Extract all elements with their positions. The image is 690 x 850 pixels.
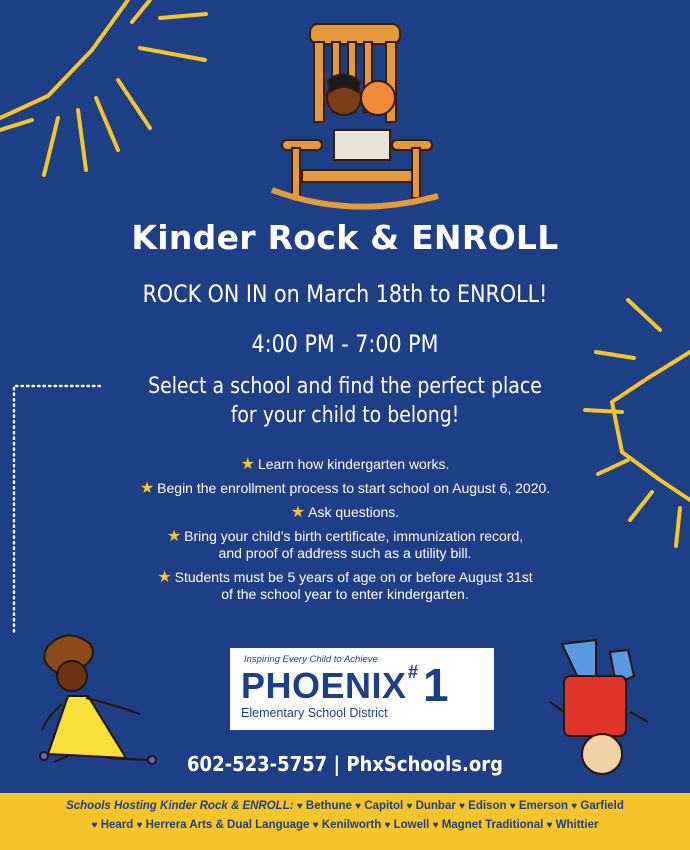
star-icon: ★ bbox=[240, 456, 255, 473]
heart-icon: ♥ bbox=[296, 801, 303, 812]
school-name: Garfield bbox=[580, 800, 624, 812]
event-title: Kinder Rock & ENROLL bbox=[131, 218, 559, 257]
schools-lead: Schools Hosting Kinder Rock & ENROLL: bbox=[66, 800, 294, 812]
school-name: Whittier bbox=[555, 819, 599, 831]
school-name: Emerson bbox=[518, 800, 569, 812]
select-school-message bbox=[48, 372, 641, 430]
star-icon: ★ bbox=[139, 480, 155, 497]
schools-row-1 bbox=[0, 797, 690, 816]
logo-district: Elementary School District bbox=[241, 706, 388, 720]
contact-info: 602-523-5757 | PhxSchools.org bbox=[187, 752, 503, 776]
heart-icon: ♥ bbox=[384, 820, 391, 831]
heart-icon: ♥ bbox=[355, 801, 362, 812]
heart-icon: ♥ bbox=[509, 801, 516, 812]
rocking-chair-illustration bbox=[262, 20, 442, 215]
benefits-list bbox=[40, 456, 650, 610]
schools-row-2 bbox=[0, 816, 690, 835]
heart-icon: ♥ bbox=[136, 820, 143, 831]
logo-number: 1 bbox=[423, 659, 449, 711]
school-name: Heard bbox=[100, 819, 134, 831]
heart-icon: ♥ bbox=[312, 820, 319, 831]
list-item: ★ Bring your child’s birth certificate, immunization record, and proof of address such as a utility bill. bbox=[166, 528, 524, 561]
heart-icon: ♥ bbox=[459, 801, 465, 812]
list-item: ★ Begin the enrollment process to start school on August 6, 2020. bbox=[139, 480, 551, 497]
logo-number-sign: # bbox=[408, 662, 419, 682]
school-name: Magnet Traditional bbox=[441, 819, 544, 831]
select-line-2: for your child to belong! bbox=[230, 403, 460, 428]
schools-banner bbox=[0, 793, 690, 850]
heart-icon: ♥ bbox=[432, 820, 439, 831]
list-item: ★ Learn how kindergarten works. bbox=[240, 456, 450, 473]
school-name: Capitol bbox=[364, 800, 404, 812]
star-icon: ★ bbox=[157, 569, 172, 586]
list-item: ★ Students must be 5 years of age on or before August 31st of the school year to enter kindergarten. bbox=[157, 569, 533, 602]
heart-icon: ♥ bbox=[571, 801, 578, 812]
heart-icon: ♥ bbox=[546, 820, 553, 831]
star-icon: ★ bbox=[290, 504, 306, 521]
event-time: 4:00 PM - 7:00 PM bbox=[251, 330, 439, 358]
school-name: Edison bbox=[468, 800, 507, 812]
school-name: Bethune bbox=[305, 800, 352, 812]
logo-name: PHOENIX bbox=[241, 665, 407, 706]
event-subtitle: ROCK ON IN on March 18th to ENROLL! bbox=[142, 280, 548, 308]
school-name: Lowell bbox=[393, 819, 430, 831]
list-item: ★ Ask questions. bbox=[290, 504, 400, 521]
district-logo bbox=[230, 648, 494, 730]
school-name: Kenilworth bbox=[321, 819, 382, 831]
logo-tagline: Inspiring Every Child to Achieve bbox=[244, 654, 378, 665]
heart-icon: ♥ bbox=[406, 801, 413, 812]
heart-icon: ♥ bbox=[91, 820, 98, 831]
select-line-1: Select a school and find the perfect place bbox=[148, 374, 542, 399]
school-name: Dunbar bbox=[415, 800, 456, 812]
school-name: Herrera Arts & Dual Language bbox=[145, 819, 310, 831]
star-icon: ★ bbox=[166, 528, 182, 545]
